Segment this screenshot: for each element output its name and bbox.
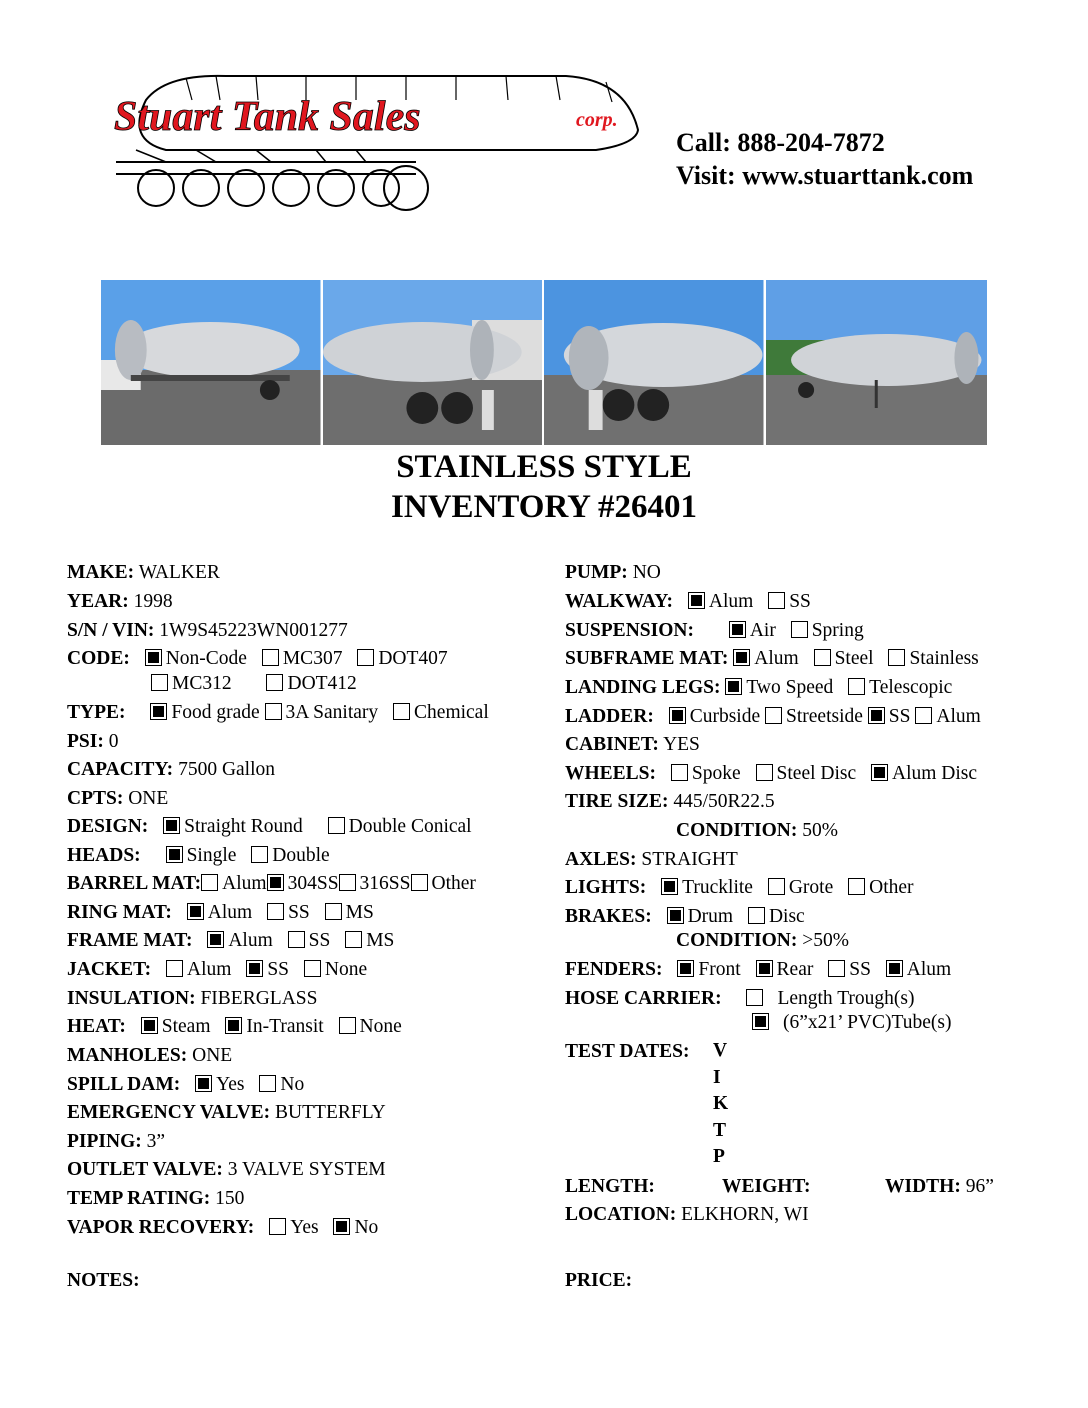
heads-row: HEADS: Single Double (67, 845, 330, 866)
checkbox-barrel-other[interactable] (411, 874, 428, 891)
checkbox-heat-steam[interactable] (141, 1017, 158, 1034)
make-row: MAKE: WALKER (67, 562, 220, 583)
checkbox-brakes-drum[interactable] (667, 907, 684, 924)
checkbox-brakes-disc[interactable] (748, 907, 765, 924)
logo-text: Stuart Tank Sales (114, 94, 421, 140)
vin-row: S/N / VIN: 1W9S45223WN001277 (67, 620, 348, 641)
brake-condition-row: CONDITION: >50% (676, 930, 849, 951)
checkbox-jacket-none[interactable] (304, 960, 321, 977)
checkbox-lights-grote[interactable] (768, 878, 785, 895)
checkbox-ladder-alum[interactable] (915, 707, 932, 724)
brakes-row: BRAKES: Drum Disc (565, 906, 805, 927)
subframe-row: SUBFRAME MAT: Alum Steel Stainless (565, 648, 979, 669)
checkbox-double[interactable] (251, 846, 268, 863)
checkbox-heat-in-transit[interactable] (225, 1017, 242, 1034)
type-row: TYPE: Food grade 3A Sanitary Chemical (67, 702, 489, 723)
checkbox-lights-other[interactable] (848, 878, 865, 895)
call-line: Call: 888-204-7872 (676, 128, 885, 157)
checkbox-ladder-ss[interactable] (868, 707, 885, 724)
suspension-row: SUSPENSION: Air Spring (565, 620, 864, 641)
ladder-row: LADDER: Curbside Streetside SS Alum (565, 706, 981, 727)
axles-row: AXLES: STRAIGHT (565, 849, 738, 870)
checkbox-hose-tube[interactable] (752, 1013, 769, 1030)
checkbox-fenders-front[interactable] (677, 960, 694, 977)
wheels-row: WHEELS: Spoke Steel Disc Alum Disc (565, 763, 978, 784)
year-row: YEAR: 1998 (67, 591, 173, 612)
checkbox-wheels-steel-disc[interactable] (756, 764, 773, 781)
checkbox-frame-ss[interactable] (288, 931, 305, 948)
checkbox-dot407[interactable] (357, 649, 374, 666)
checkbox-suspension-air[interactable] (729, 621, 746, 638)
test-letter-p: P (713, 1146, 725, 1167)
checkbox-fenders-ss[interactable] (828, 960, 845, 977)
checkbox-ring-ms[interactable] (325, 903, 342, 920)
width-row: WIDTH: 96” (885, 1176, 994, 1197)
trailer-photo-2 (323, 280, 545, 445)
walkway-row: WALKWAY: Alum SS (565, 591, 811, 612)
trailer-photo-3 (544, 280, 766, 445)
checkbox-3a-sanitary[interactable] (265, 703, 282, 720)
weight-label: WEIGHT: (722, 1176, 811, 1197)
checkbox-ring-alum[interactable] (187, 903, 204, 920)
test-letter-k: K (713, 1093, 729, 1114)
location-row: LOCATION: ELKHORN, WI (565, 1204, 809, 1225)
manholes-row: MANHOLES: ONE (67, 1045, 233, 1066)
checkbox-walkway-ss[interactable] (768, 592, 785, 609)
cpts-row: CPTS: ONE (67, 788, 169, 809)
temp-row: TEMP RATING: 150 (67, 1188, 245, 1209)
outlet-row: OUTLET VALVE: 3 VALVE SYSTEM (67, 1159, 386, 1180)
logo-suffix: corp. (576, 109, 618, 131)
checkbox-spill-no[interactable] (259, 1075, 276, 1092)
visit-line[interactable]: Visit: www.stuarttank.com (676, 161, 974, 190)
checkbox-ladder-curbside[interactable] (669, 707, 686, 724)
checkbox-subframe-steel[interactable] (814, 649, 831, 666)
checkbox-jacket-alum[interactable] (166, 960, 183, 977)
spill-row: SPILL DAM: Yes No (67, 1074, 305, 1095)
checkbox-ring-ss[interactable] (267, 903, 284, 920)
photo-strip (101, 280, 987, 445)
cabinet-row: CABINET: YES (565, 734, 700, 755)
checkbox-wheels-spoke[interactable] (671, 764, 688, 781)
checkbox-straight-round[interactable] (163, 817, 180, 834)
price-label: PRICE: (565, 1270, 633, 1291)
checkbox-fenders-rear[interactable] (756, 960, 773, 977)
checkbox-ladder-streetside[interactable] (765, 707, 782, 724)
listing-title: STAINLESS STYLE (396, 449, 692, 485)
checkbox-walkway-alum[interactable] (688, 592, 705, 609)
checkbox-mc312[interactable] (151, 674, 168, 691)
design-row: DESIGN: Straight Round Double Conical (67, 816, 472, 837)
code-row-2: MC312 DOT412 (151, 672, 357, 696)
checkbox-vapor-yes[interactable] (269, 1218, 286, 1235)
checkbox-wheels-alum-disc[interactable] (871, 764, 888, 781)
insulation-row: INSULATION: FIBERGLASS (67, 988, 318, 1009)
company-logo (106, 70, 646, 220)
checkbox-hose-trough[interactable] (746, 989, 763, 1006)
checkbox-landing-telescopic[interactable] (848, 678, 865, 695)
jacket-row: JACKET: Alum SS None (67, 959, 368, 980)
barrel-row: BARREL MAT: Alum 304SS 316SS Other (67, 873, 476, 894)
checkbox-lights-trucklite[interactable] (661, 878, 678, 895)
checkbox-non-code[interactable] (145, 649, 162, 666)
notes-label: NOTES: (67, 1270, 140, 1291)
checkbox-mc307[interactable] (262, 649, 279, 666)
test-dates-row: TEST DATES: (565, 1041, 690, 1062)
tire-row: TIRE SIZE: 445/50R22.5 (565, 791, 775, 812)
code-row: CODE: Non-Code MC307 DOT407 (67, 648, 448, 669)
checkbox-barrel-316ss[interactable] (339, 874, 356, 891)
contact-info (676, 126, 973, 192)
lights-row: LIGHTS: Trucklite Grote Other (565, 877, 914, 898)
test-letter-t: T (713, 1120, 727, 1141)
checkbox-chemical[interactable] (393, 703, 410, 720)
trailer-photo-4 (766, 280, 988, 445)
checkbox-jacket-ss[interactable] (246, 960, 263, 977)
pump-row: PUMP: NO (565, 562, 661, 583)
checkbox-barrel-alum[interactable] (201, 874, 218, 891)
checkbox-food-grade[interactable] (150, 703, 167, 720)
checkbox-spill-yes[interactable] (195, 1075, 212, 1092)
psi-row: PSI: 0 (67, 731, 119, 752)
checkbox-subframe-alum[interactable] (733, 649, 750, 666)
test-letter-v: V (713, 1040, 728, 1061)
emergency-row: EMERGENCY VALVE: BUTTERFLY (67, 1102, 386, 1123)
checkbox-dot412[interactable] (266, 674, 283, 691)
checkbox-single[interactable] (166, 846, 183, 863)
checkbox-heat-none[interactable] (339, 1017, 356, 1034)
tire-condition-row: CONDITION: 50% (676, 820, 838, 841)
capacity-row: CAPACITY: 7500 Gallon (67, 759, 276, 780)
checkbox-vapor-no[interactable] (333, 1218, 350, 1235)
checkbox-barrel-304ss[interactable] (267, 874, 284, 891)
hose-row-2: (6”x21’ PVC)Tube(s) (752, 1011, 951, 1035)
checkbox-double-conical[interactable] (328, 817, 345, 834)
test-letter-i: I (713, 1067, 721, 1088)
heat-row: HEAT: Steam In-Transit None (67, 1016, 402, 1037)
landing-row: LANDING LEGS: Two Speed Telescopic (565, 677, 953, 698)
inventory-number: INVENTORY #26401 (391, 489, 697, 525)
fenders-row: FENDERS: Front Rear SS Alum (565, 959, 952, 980)
checkbox-fenders-alum[interactable] (886, 960, 903, 977)
checkbox-suspension-spring[interactable] (791, 621, 808, 638)
ring-row: RING MAT: Alum SS MS (67, 902, 374, 923)
piping-row: PIPING: 3” (67, 1131, 166, 1152)
checkbox-frame-alum[interactable] (207, 931, 224, 948)
vapor-row: VAPOR RECOVERY: Yes No (67, 1217, 379, 1238)
frame-row: FRAME MAT: Alum SS MS (67, 930, 395, 951)
checkbox-landing-two-speed[interactable] (725, 678, 742, 695)
checkbox-subframe-stainless[interactable] (888, 649, 905, 666)
checkbox-frame-ms[interactable] (345, 931, 362, 948)
hose-row: HOSE CARRIER: Length Trough(s) (565, 988, 915, 1009)
length-label: LENGTH: (565, 1176, 655, 1197)
trailer-photo-1 (101, 280, 323, 445)
